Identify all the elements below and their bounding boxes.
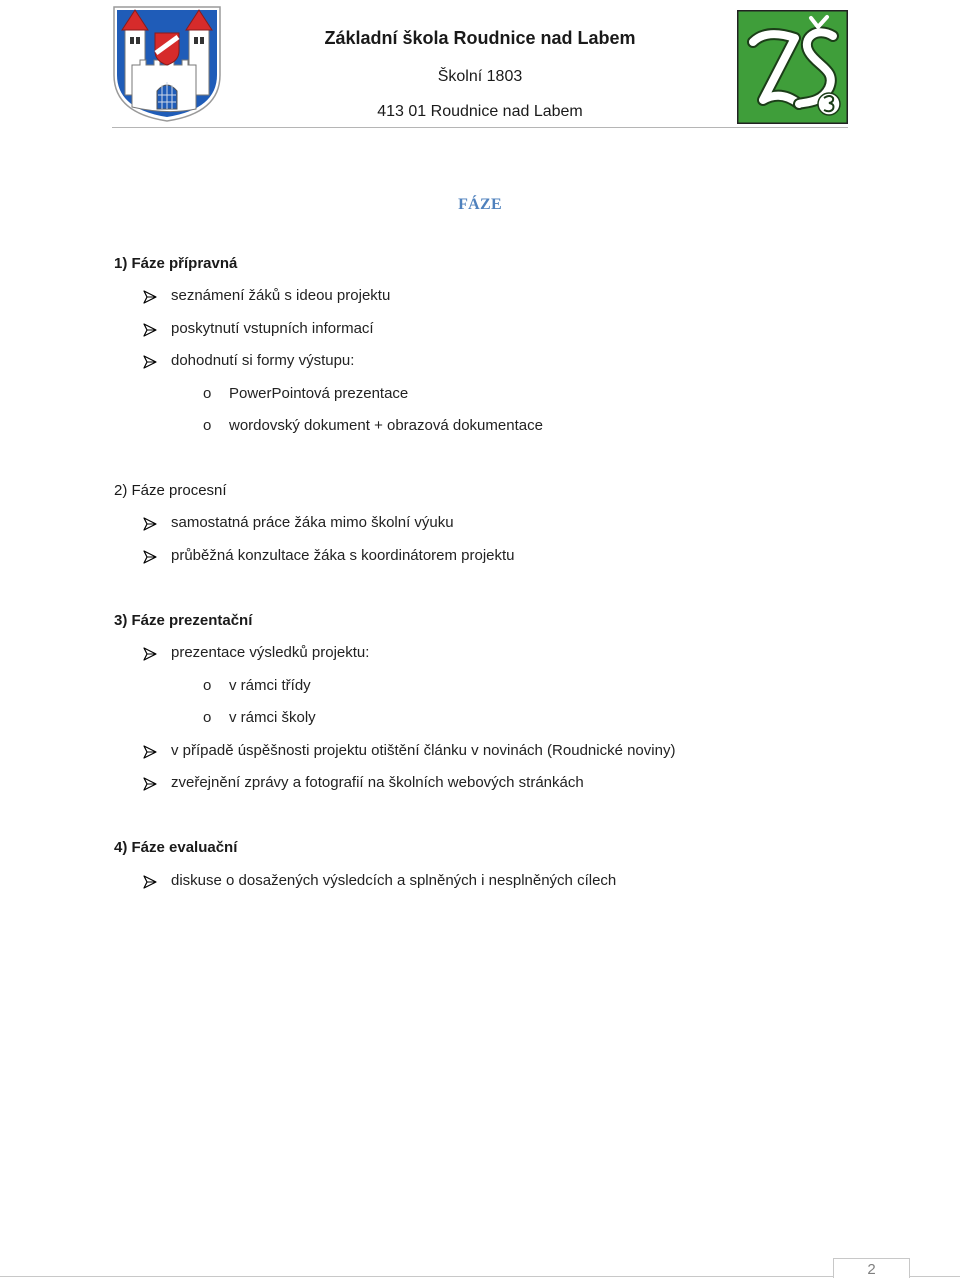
- list-item-text: dohodnutí si formy výstupu:: [171, 352, 355, 369]
- list-item: [0, 285, 960, 307]
- phase-heading-text: 2) Fáze procesní: [114, 482, 227, 499]
- school-logo-icon: [737, 10, 848, 124]
- list-item: [0, 512, 960, 534]
- document-title: FÁZE: [458, 196, 502, 213]
- header-divider: [112, 127, 848, 128]
- arrowhead-bullet-icon: [143, 776, 157, 790]
- arrowhead-bullet-icon: [143, 874, 157, 888]
- phase-heading: [0, 837, 960, 859]
- sub-list-item: [0, 415, 960, 437]
- sub-bullet-glyph: o: [203, 385, 212, 402]
- arrowhead-bullet-icon: [143, 354, 157, 368]
- list-item: [0, 870, 960, 892]
- list-item-text: diskuse o dosažených výsledcích a splněných i nesplněných cílech: [171, 872, 617, 889]
- list-item-text: prezentace výsledků projektu:: [171, 644, 370, 661]
- list-item-text: v případě úspěšnosti projektu otištění článku v novinách (Roudnické noviny): [171, 742, 676, 759]
- arrowhead-bullet-icon: [143, 289, 157, 303]
- page-number: 2: [833, 1258, 910, 1278]
- arrowhead-bullet-icon: [143, 322, 157, 336]
- phase-heading: [0, 480, 960, 502]
- phase-heading-text: 3) Fáze prezentační: [114, 612, 253, 629]
- phase-heading: [0, 253, 960, 275]
- sub-list-item-text: v rámci školy: [229, 709, 316, 726]
- sub-list-item-text: PowerPointová prezentace: [229, 385, 409, 402]
- arrowhead-bullet-icon: [143, 646, 157, 660]
- sub-bullet-glyph: o: [203, 709, 212, 726]
- list-item: [0, 318, 960, 340]
- list-item-text: poskytnutí vstupních informací: [171, 320, 374, 337]
- school-street-address: Školní 1803: [437, 68, 523, 85]
- sub-list-item-text: wordovský dokument + obrazová dokumentace: [229, 417, 543, 434]
- footer-divider: [0, 1276, 960, 1277]
- sub-bullet-glyph: o: [203, 417, 212, 434]
- sub-list-item: [0, 383, 960, 405]
- list-item-text: samostatná práce žáka mimo školní výuku: [171, 514, 454, 531]
- phase-heading-text: 1) Fáze přípravná: [114, 255, 238, 272]
- list-item-text: seznámení žáků s ideou projektu: [171, 287, 391, 304]
- list-item-text: průběžná konzultace žáka s koordinátorem projektu: [171, 547, 515, 564]
- list-item: [0, 545, 960, 567]
- list-item: [0, 350, 960, 372]
- list-item: [0, 772, 960, 794]
- sub-list-item: [0, 675, 960, 697]
- phase-heading-text: 4) Fáze evaluační: [114, 839, 238, 856]
- list-item: [0, 642, 960, 664]
- phase-heading: [0, 610, 960, 632]
- arrowhead-bullet-icon: [143, 549, 157, 563]
- sub-bullet-glyph: o: [203, 677, 212, 694]
- arrowhead-bullet-icon: [143, 744, 157, 758]
- school-city-address: 413 01 Roudnice nad Labem: [377, 103, 583, 120]
- sub-list-item: [0, 707, 960, 729]
- list-item: [0, 740, 960, 762]
- list-item-text: zveřejnění zprávy a fotografií na školních webových stránkách: [171, 774, 584, 791]
- town-coat-of-arms-icon: [112, 5, 222, 123]
- school-name: Základní škola Roudnice nad Labem: [324, 28, 636, 48]
- arrowhead-bullet-icon: [143, 516, 157, 530]
- sub-list-item-text: v rámci třídy: [229, 677, 311, 694]
